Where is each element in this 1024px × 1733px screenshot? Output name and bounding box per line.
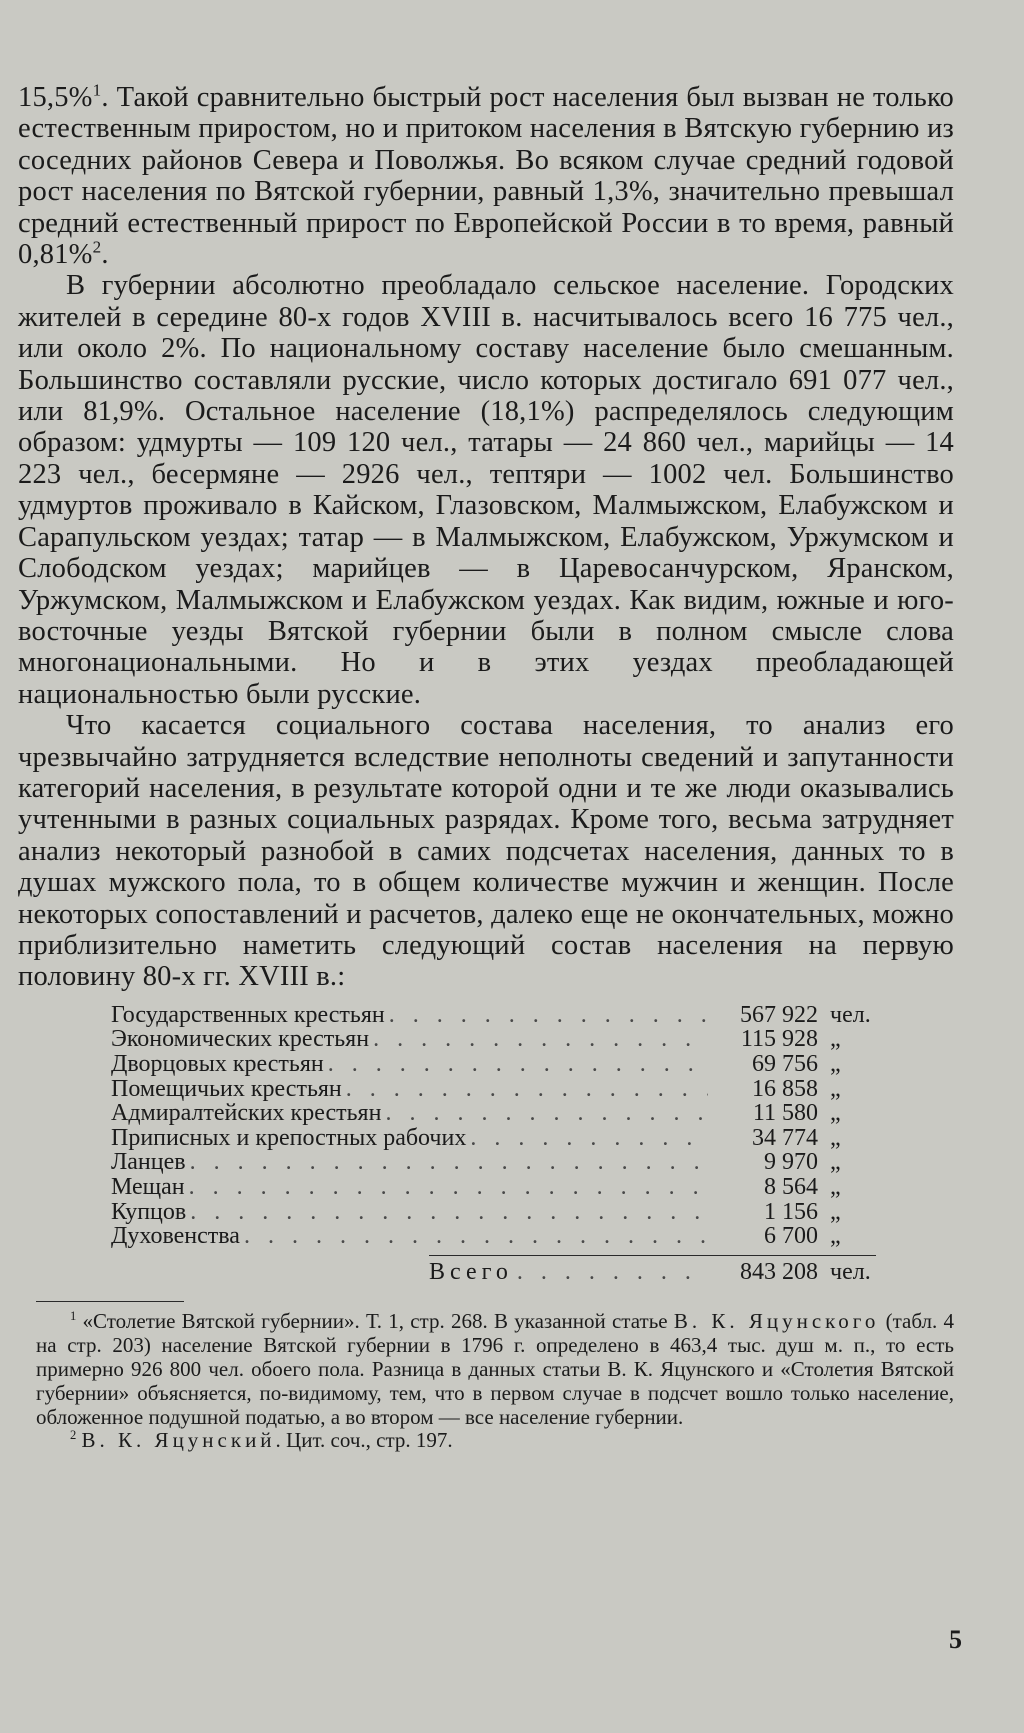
- row-value: 11 580: [752, 1100, 818, 1127]
- footnote-separator: [36, 1301, 184, 1303]
- footnote-1-seg-2: (табл. 4 на стр. 203) население Вятской губернии в 1796 г. определено в 463,4 тыс. душ м. п., то есть примерно 926 800 чел. обоего пола. Разница в данных статьи В. К. Яцунского и «Столетия Вятской губернии» объясняется, по-видимому, тем, что в первом случае в подсчет вошло только население, обложенное подушной податью, а во втором — все население губернии.: [36, 1309, 955, 1429]
- footnote-2-author: В. К. Яцунский: [81, 1428, 276, 1453]
- row-unit: „: [830, 1223, 841, 1250]
- row-unit: „: [830, 1026, 841, 1053]
- row-value: 69 756: [752, 1050, 818, 1077]
- paragraph-1-seg-0: 15,5%: [18, 82, 93, 113]
- leader-dots: [324, 1052, 708, 1077]
- total-value: 843 208: [740, 1259, 818, 1286]
- paragraph-1-seg-2: . Такой сравнительно быстрый рост населения был вызван не только естественным приростом, но и притоком населения в Вятскую губернию из соседних районов Севера и Поволжья. Во всяком случае средний годовой рост населения по Вятской губернии, равный 1,3%, значительно превышал средний естественный прирост по Европейской России в то время, равный 0,81%: [18, 82, 954, 271]
- paragraph-3-text: Что касается социального состава населения, то анализ его чрезвычайно затрудняется вследствие неполноты сведений и запутанности категорий населения, в результате которой одни и те же люди оказывались учтенными в разных социальных разрядах. Кроме того, весьма затрудняет анализ некоторый разнобой в самих подсчетах населения, данных то в душах мужского пола, то в общем количестве мужчин и женщин. После некоторых сопоставлений и расчетов, далеко еще не окончательных, можно приблизительно наметить следующий состав населения на первую половину 80-х гг. XVIII в.:: [18, 710, 954, 993]
- leader-dots: [342, 1077, 708, 1102]
- row-value: 16 858: [752, 1075, 818, 1102]
- leader-dots: [186, 1200, 708, 1225]
- table-row: [111, 1003, 876, 1028]
- row-category: Государственных крестьян: [111, 1001, 385, 1028]
- footnotes: [36, 1310, 954, 1453]
- table-row: [111, 1052, 876, 1077]
- paragraph-2: [18, 270, 954, 710]
- row-unit: „: [830, 1173, 841, 1200]
- paragraph-2-text: В губернии абсолютно преобладало сельское население. Городских жителей в середине 80-х годов XVIII в. насчитывалось всего 16 775 чел., или около 2%. По национальному составу население было смешанным. Большинство составляли русские, число которых достигало 691 077 чел., или 81,9%. Остальное население (18,1%) распределялось следующим образом: удмурты — 109 120 чел., татары — 24 860 чел., марийцы — 14 223 чел., бесермяне — 2926 чел., тептяри — 1002 чел. Большинство удмуртов проживало в Кайском, Глазовском, Малмыжском, Елабужском и Сарапульском уездах; татар — в Малмыжском, Елабужском, Уржумском и Слободском уездах; марийцев — в Царевосанчурском, Яранском, Уржумском, Малмыжском и Елабужском уездах. Как видим, южные и юго-восточные уезды Вятской губернии были в полном смысле слова многонациональными. Но и в этих уездах преобладающей национальностью были русские.: [18, 270, 954, 710]
- row-unit: „: [830, 1100, 841, 1127]
- row-unit: чел.: [830, 1001, 871, 1028]
- row-value: 567 922: [740, 1001, 818, 1028]
- row-value: 1 156: [764, 1198, 818, 1225]
- row-value: 8 564: [764, 1173, 818, 1200]
- paragraph-1: [18, 82, 954, 270]
- leader-dots: [369, 1027, 708, 1052]
- row-category: Экономических крестьян: [111, 1026, 370, 1053]
- row-category: Приписных и крепостных рабочих: [111, 1124, 467, 1151]
- footnote-ref-2: 2: [92, 237, 102, 257]
- footnote-1: [36, 1310, 954, 1429]
- row-category: Помещичьих крестьян: [111, 1075, 342, 1102]
- table-row: [111, 1101, 876, 1126]
- leader-dots: [381, 1101, 708, 1126]
- table-total-row: [111, 1260, 876, 1285]
- row-value: 9 970: [764, 1149, 818, 1176]
- paragraph-1-seg-4: .: [101, 239, 109, 271]
- row-value: 6 700: [764, 1223, 818, 1250]
- table-row: [111, 1224, 876, 1249]
- footnote-2-seg-1: . Цит. соч., стр. 197.: [275, 1428, 453, 1453]
- row-unit: „: [830, 1149, 841, 1176]
- footnote-marker: 1: [70, 1309, 77, 1324]
- row-category: Дворцовых крестьян: [111, 1050, 324, 1077]
- table-row: [111, 1150, 876, 1175]
- row-unit: „: [830, 1124, 841, 1151]
- table-row: [111, 1126, 876, 1151]
- row-value: 115 928: [740, 1026, 818, 1053]
- leader-dots: [466, 1126, 708, 1151]
- footnote-2: [36, 1429, 954, 1453]
- row-category: Духовенства: [111, 1223, 240, 1250]
- footnote-marker: 2: [70, 1428, 77, 1443]
- row-unit: „: [830, 1050, 841, 1077]
- row-unit: „: [830, 1075, 841, 1102]
- row-category: Ланцев: [111, 1149, 186, 1176]
- footnote-1-seg-0: «Столетие Вятской губернии». Т. 1, стр. 268. В указанной статье: [82, 1309, 674, 1334]
- leader-dots: [385, 1003, 708, 1028]
- row-value: 34 774: [752, 1124, 818, 1151]
- leader-dots: [186, 1150, 708, 1175]
- row-category: Купцов: [111, 1198, 187, 1225]
- table-row: [111, 1077, 876, 1102]
- page-number: 5: [949, 1625, 962, 1654]
- table-row: [111, 1175, 876, 1200]
- row-unit: „: [830, 1198, 841, 1225]
- table-row: [111, 1200, 876, 1225]
- population-table: [111, 1003, 876, 1285]
- footnote-1-author: В. К. Яцунского: [673, 1309, 880, 1334]
- leader-dots: [185, 1175, 708, 1200]
- leader-dots: [240, 1224, 708, 1249]
- total-label: Всего: [429, 1259, 513, 1286]
- row-category: Адмиралтейских крестьян: [111, 1100, 382, 1127]
- paragraph-3: [18, 710, 954, 993]
- footnote-ref-1: 1: [92, 80, 102, 100]
- row-category: Мещан: [111, 1173, 185, 1200]
- leader-dots: [513, 1260, 708, 1285]
- table-row: [111, 1027, 876, 1052]
- total-rule: [429, 1255, 876, 1257]
- total-unit: чел.: [830, 1259, 871, 1286]
